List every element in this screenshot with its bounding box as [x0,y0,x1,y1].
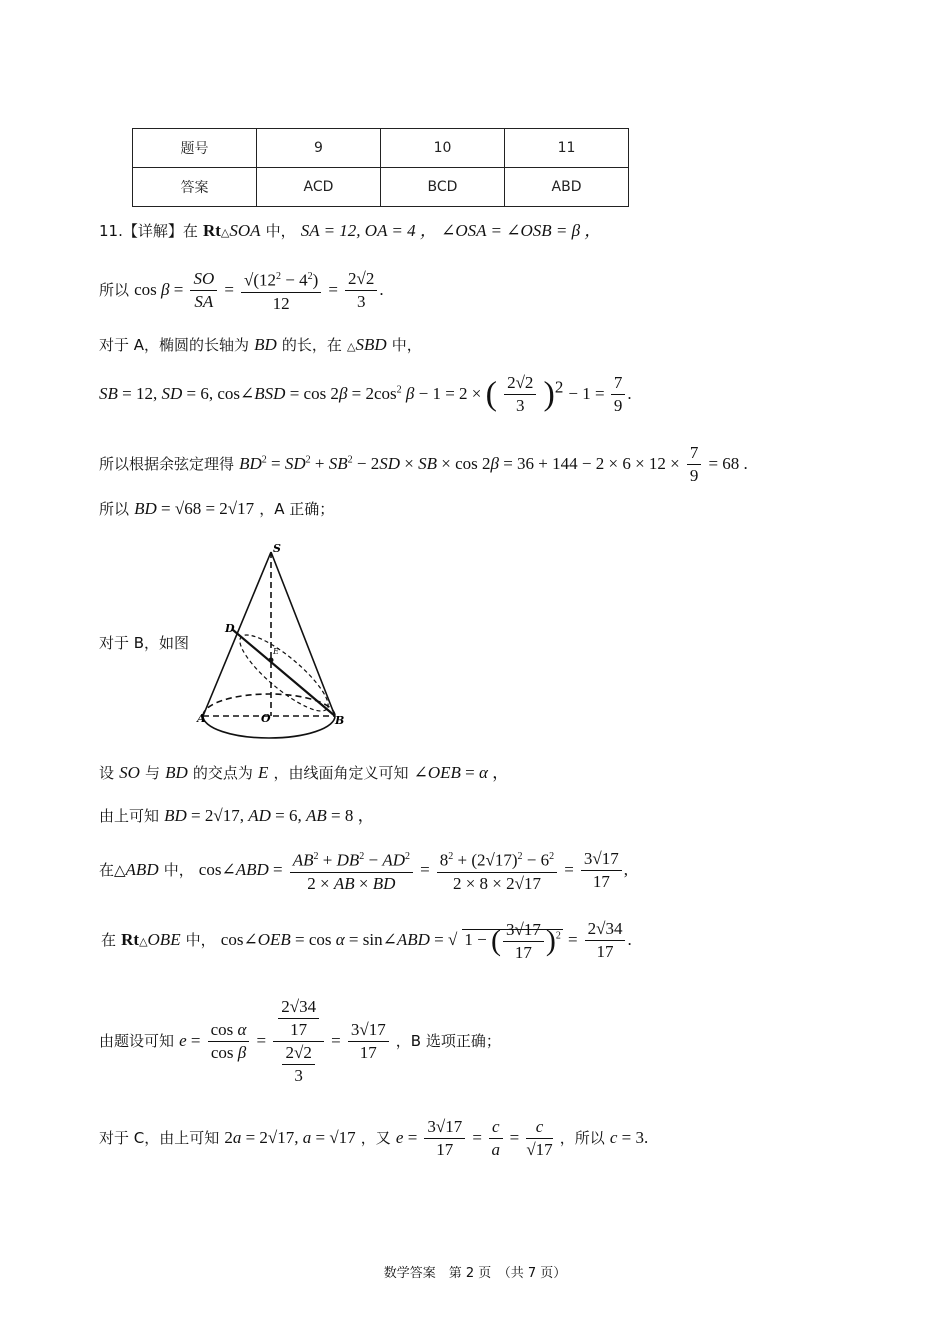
part-a-intro: 对于 A，椭圆的长轴为 BD 的长，在 △SBD 中， [99,335,422,354]
cos-beta-line: 所以 cos β = $\frac{SO}{SA}$ = $\frac{√(12^2 - 4^2)}{12}$ = $\frac{2√2}{3}$ . [99,266,384,315]
table-cell: ACD [257,168,381,207]
text: 中， [163,860,194,879]
heading-text: 11.【详解】在 [99,222,198,240]
label-s: S [273,542,281,555]
label-d: D [225,622,235,635]
eccentricity-line: 由题设可知 e = $\frac{\text{cos α}}{\text{cos β}}$ = $\frac{\frac{2√34}{17}}{\frac{2√2}{3}}$ = $\frac{3√17}{17}$ ，B 选项正确； [99,997,501,1085]
text: 对于 C，由上可知 [99,1129,220,1147]
label-a: A [197,712,206,725]
table-cell: 11 [505,129,629,168]
text: 由上可知 [99,807,160,825]
text: 所以根据余弦定理得 [99,455,235,473]
table-cell: 题号 [133,129,257,168]
text: ，所以 [559,1129,605,1147]
part-c-line: 对于 C，由上可知 2a = 2√17, a = √17 ，又 e = $\frac{3√17}{17}$ = $\frac{c}{a}$ = $\frac{c}{√17}$ ，所以 c = 3. [99,1117,649,1159]
answer-table [132,128,629,207]
part-b-label: 对于 B，如图 [99,634,190,652]
text: 对于 A，椭圆的长轴为 [99,336,250,354]
solution-heading: 11.【详解】在 Rt△SOA 中， SA = 12, OA = 4 ， ∠OSA = ∠OSB = β ， [99,221,602,240]
label-o: O [261,712,271,725]
text: 中， [391,336,422,354]
lengths-line: 由上可知 BD = 2√17, AD = 6, AB = 8 ， [99,806,375,825]
cos-bsd-line: SB = 12, SD = 6, cos∠BSD = $\cos 2\beta = 2\cos^2$ β − 1 = 2 × ( $\frac{2√2}{3}$ )$^2$ − 1 = $\frac{7}{9}$ . [99,373,632,415]
label-e: E [273,647,279,656]
text: 的长，在 [281,336,342,354]
given-values: SA = 12, OA = 4 ， ∠OSA = ∠OSB = β ， [300,221,602,240]
text: 与 [144,764,160,782]
text: 的交点为 [192,764,253,782]
text: 在 [101,931,117,949]
table-row [133,129,629,168]
cone-figure [195,540,365,745]
table-cell: 10 [381,129,505,168]
table-cell: BCD [381,168,505,207]
text: 设 [99,764,115,782]
intersection-line: 设 SO 与 BD 的交点为 E ，由线面角定义可知 ∠OEB = α ， [99,763,510,782]
heading-text-2: 中， [265,222,296,240]
table-cell: ABD [505,168,629,207]
cos-abd-line: 在△ABD 中， cos∠ABD = $\frac{AB^2 + DB^2 - AD^2}{2 \times AB \times BD}$ = $\frac{8^2 + (2√17)^2 - 6^2}{2 \times 8 \times 2√17}$ = $\frac{3√17}{17}$ , [99,846,628,895]
text: 由题设可知 [99,1032,175,1050]
text: ，又 [360,1129,391,1147]
label-b: B [335,714,345,727]
text: ，A 正确； [259,500,335,518]
text: ，B 选项正确； [395,1032,501,1050]
table-cell: 9 [257,129,381,168]
bd-result-line: 所以 BD = √68 = 2√17 ，A 正确； [99,499,335,518]
table-cell: 答案 [133,168,257,207]
text: 所以 [99,500,130,518]
text: 在△ [99,860,126,879]
text: ，由线面角定义可知 [273,764,409,782]
table-row [133,168,629,207]
cos-oeb-line: 在 Rt△OBE 中， cos∠OEB = cos α = sin∠ABD = √ 1 − ( $\frac{3√17}{17}$ )$^2$ = $\frac{2√34}{17}$ . [101,919,632,962]
text-so: 所以 [99,280,130,299]
text: 中， [185,931,216,949]
page-footer: 数学答案 第 2 页 （共 7 页） [383,1266,567,1281]
law-of-cosines-line: 所以根据余弦定理得 $BD^2 = SD^2 + SB^2 - 2SD$ × SB × cos 2β = 36 + 144 − 2 × 6 × 12 × $\frac{7}{9}$ = 68 . [99,443,748,485]
